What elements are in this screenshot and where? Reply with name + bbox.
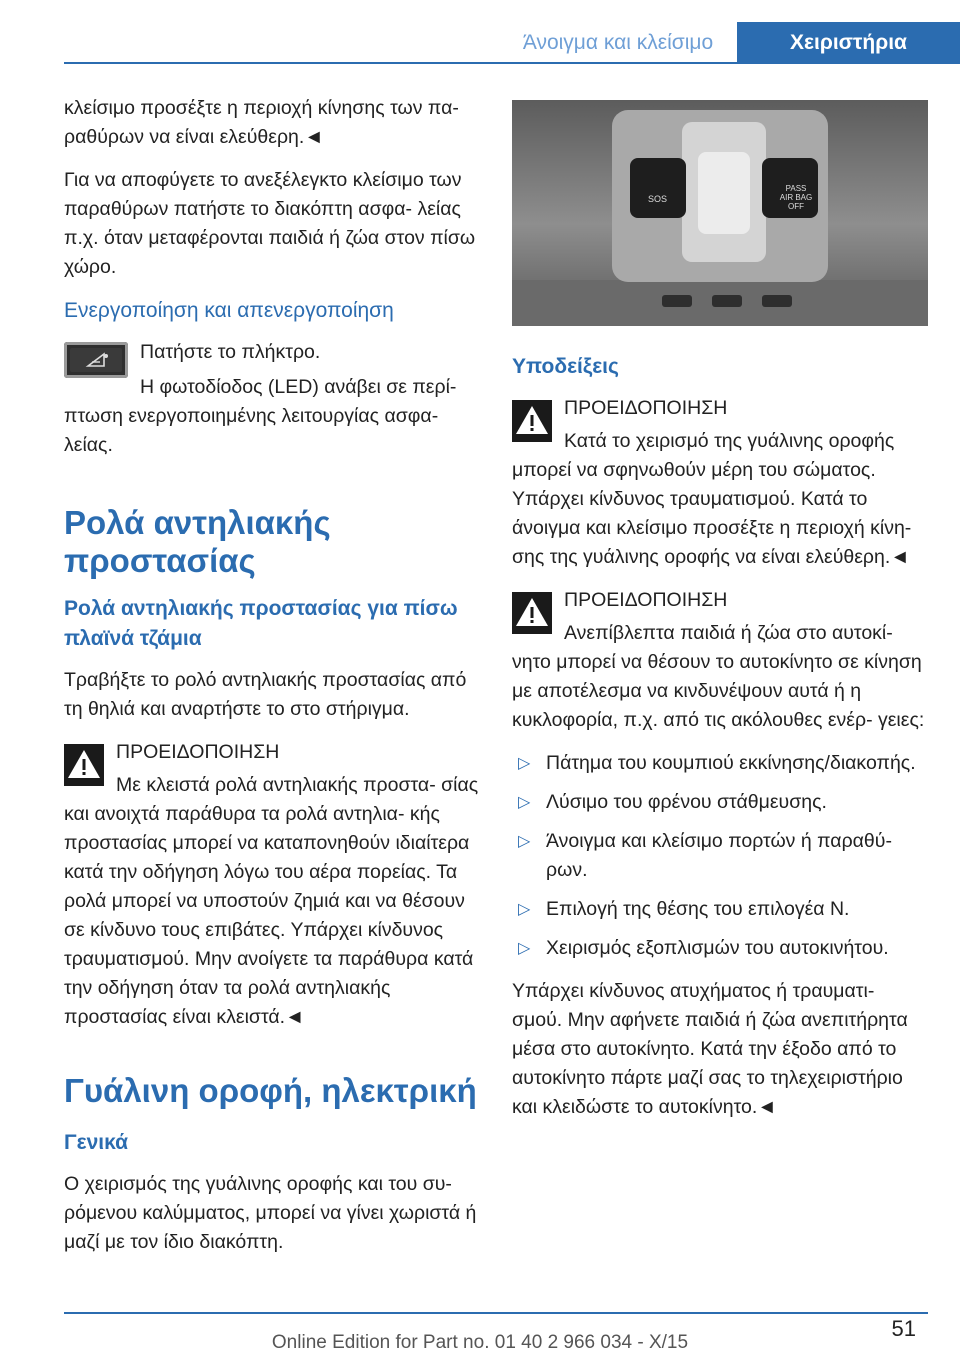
triangle-bullet-icon: ▷ [518,940,531,957]
list-item [512,749,928,778]
paragraph: Υπάρχει κίνδυνος ατυχήματος ή τραυματι- σμού. Μην αφήνετε παιδιά ή ζώα ανεπιτήρητα μέσα στο αυτοκίνητο. Κατά την έξοδο από το αυτοκίνητο πάρτε μαζί σας το τηλεχειριστήριο και κλειδώστε το αυτοκίνητο.◄ [512,980,908,1118]
warning-title: ΠΡΟΕΙΔΟΠΟΙΗΣΗ [564,589,728,611]
list-item [512,895,928,924]
subheading-activation: Ενεργοποίηση και απενεργοποίηση [64,299,394,322]
warning-text: Με κλειστά ρολά αντηλιακής προστα- σίας και ανοιχτά παράθυρα τα ρολά αντηλια- κής προστασίας μπορεί να καταπονηθούν ιδιαίτερα κατά την οδήγηση λόγω του αέρα πορείας. Τα ρολά μπορεί να υποστούν ζημιά και να θέσουν σε κίνδυνο τους επιβάτες. Υπάρχει κίνδυνος τραυματισμού. Μην ανοίγετε τα παράθυρα κατά την οδήγηση όταν τα ρολά αντηλιακής προστασίας είναι κλειστά.◄ [64,774,479,1028]
warning-icon [512,400,552,442]
list-item-text: Χειρισμός εξοπλισμών του αυτοκινήτου. [546,937,889,959]
triangle-bullet-icon: ▷ [518,794,531,811]
triangle-bullet-icon: ▷ [518,901,531,918]
list-item-text: Λύσιμο του φρένου στάθμευσης. [546,791,827,813]
header-chapter-tab: Χειριστήρια [737,22,960,62]
off-label: OFF [788,202,804,211]
warning-title: ΠΡΟΕΙΔΟΠΟΙΗΣΗ [116,741,280,763]
list-item-text: Επιλογή της θέσης του επιλογέα N. [546,898,850,920]
heading-glass-roof: Γυάλινη οροφή, ηλεκτρική [64,1072,477,1109]
triangle-bullet-icon: ▷ [518,755,531,772]
page-number: 51 [891,1316,916,1341]
list-item-text: Πάτημα του κουμπιού εκκίνησης/διακοπής. [546,752,916,774]
paragraph: Για να αποφύγετε το ανεξέλεγκτο κλείσιμο των παραθύρων πατήστε το διακόπτη ασφα- λείας π.χ. όταν μεταφέρονται παιδιά ή ζώα στον πίσω χώρο. [64,169,476,278]
paragraph: Ο χειρισμός της γυάλινης οροφής και του συ- ρόμενου καλύμματος, μπορεί να γίνει χωριστά ή μαζί με τον ίδιο διακόπτη. [64,1173,477,1253]
button-instruction [64,338,480,460]
warning-text: Κατά το χειρισμό της γυάλινης οροφής μπορεί να σφηνωθούν μέρη του σώματος. Υπάρχει κίνδυνος τραυματισμού. Κατά το άνοιγμα και κλείσιμο προσέξτε η περιοχή κίνη- σης της γυάλινης οροφής να είναι ελεύθερη.◄ [512,430,912,568]
heading-sunblinds: Ρολά αντηλιακής προστασίας [64,504,331,579]
list-item-text: Άνοιγμα και κλείσιμο πορτών ή παραθύ- ρων. [546,830,892,881]
airbag-label: AIR BAG [779,193,813,202]
warning-block [64,738,480,1032]
sos-label: SOS [648,194,668,204]
warning-block [512,394,928,572]
pass-label: PASS [785,184,807,193]
bullet-list [512,749,928,963]
paragraph: Τραβήξτε το ρολό αντηλιακής προστασίας από τη θηλιά και αναρτήστε το στο στήριγμα. [64,669,467,720]
list-item [512,827,928,885]
triangle-bullet-icon: ▷ [518,833,531,850]
footer-edition: Online Edition for Part no. 01 40 2 966 034 - X/15 [271,1332,689,1353]
left-column [64,94,480,1271]
overhead-console-photo [512,100,928,326]
header-section-tab: Άνοιγμα και κλείσιμο [522,31,714,54]
paragraph: κλείσιμο προσέξτε η περιοχή κίνησης των πα- ραθύρων να είναι ελεύθερη.◄ [64,97,459,148]
warning-text: Ανεπίβλεπτα παιδιά ή ζώα στο αυτοκί- νητο μπορεί να θέσουν το αυτοκίνητο σε κίνηση με αποτέλεσμα να κινδυνέψουν αυτά ή η κυκλοφορία, π.χ. από τις ακόλουθες ενέρ- γειες: [512,622,925,731]
warning-block [512,586,928,735]
footer-rule [64,1312,928,1314]
paragraph: Πατήστε το πλήκτρο. [140,341,321,363]
warning-icon [64,744,104,786]
subheading-general: Γενικά [64,1131,129,1154]
passenger-airbag-label [776,184,816,211]
list-item [512,934,928,963]
warning-title: ΠΡΟΕΙΔΟΠΟΙΗΣΗ [564,397,728,419]
right-column [512,100,928,1136]
paragraph: Η φωτοδίοδος (LED) ανάβει σε περί- πτωση ενεργοποιημένης λειτουργίας ασφα- λείας. [64,376,457,456]
window-lock-button-icon [64,342,128,378]
header-rule [64,62,960,64]
subheading-sunblinds-rear: Ρολά αντηλιακής προστασίας για πίσω πλαϊνά τζάμια [64,597,458,650]
warning-icon [512,592,552,634]
subheading-notes: Υποδείξεις [512,355,619,378]
list-item [512,788,928,817]
